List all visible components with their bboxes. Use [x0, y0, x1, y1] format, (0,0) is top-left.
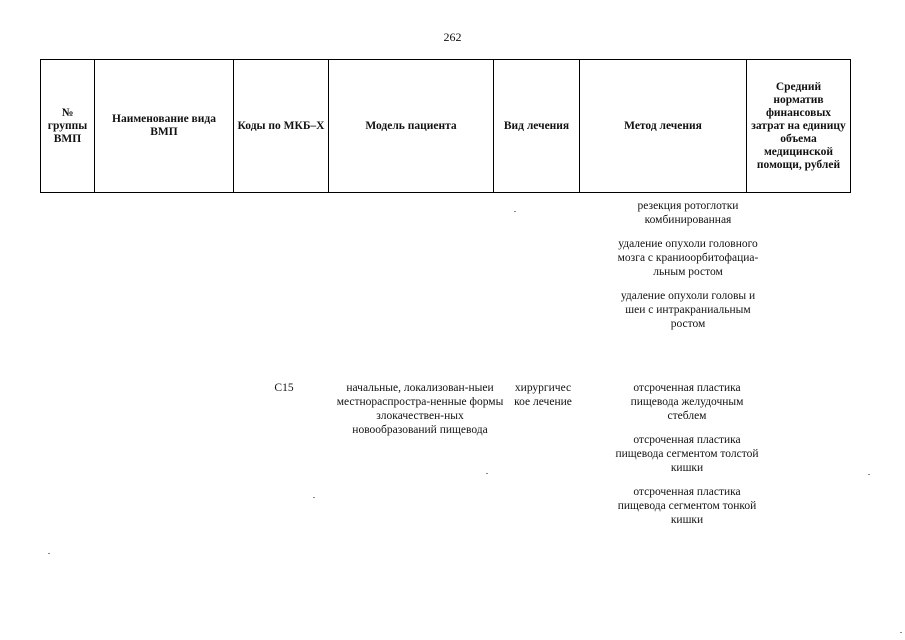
- method-item: отсроченная пластика пищевода сегментом толстой кишки: [615, 434, 759, 474]
- method-item: удаление опухоли головы и шеи с интракраниальным ростом: [620, 290, 756, 330]
- scan-speck: [900, 632, 902, 633]
- scan-speck: [48, 553, 50, 554]
- header-treatment-method: Метод лечения: [580, 60, 747, 193]
- table-header: [40, 59, 851, 193]
- scan-speck: [868, 474, 870, 475]
- patient-model: начальные, локализован-ныеи местнораспростра-ненные формы злокачествен-ных новообразований пищевода: [336, 382, 504, 436]
- treatment-type: хирургичес кое лечение: [514, 382, 572, 408]
- scan-speck: [514, 211, 516, 212]
- continuation-methods: [614, 199, 762, 341]
- page-number: 262: [443, 30, 462, 44]
- header-patient-model: Модель пациента: [329, 60, 494, 193]
- method-item: отсроченная пластика пищевода сегментом тонкой кишки: [617, 486, 757, 526]
- scan-speck: [313, 497, 315, 498]
- scan-speck: [486, 473, 488, 474]
- header-icd-codes: Коды по МКБ–Х: [234, 60, 329, 193]
- method-item: отсроченная пластика пищевода желудочным стеблем: [630, 382, 744, 422]
- header-vmp-name: Наименование вида ВМП: [95, 60, 234, 193]
- row-methods: [612, 381, 762, 537]
- method-item: удаление опухоли головного мозга с краниоорбитофациа-льным ростом: [617, 238, 759, 278]
- header-treatment-type: Вид лечения: [494, 60, 580, 193]
- method-item: резекция ротоглотки комбинированная: [637, 200, 739, 226]
- icd-code: C15: [274, 382, 294, 394]
- header-cost-norm: Средний норматив финансовых затрат на единицу объема медицинской помощи, рублей: [747, 60, 851, 193]
- header-group-number: № группы ВМП: [41, 60, 95, 193]
